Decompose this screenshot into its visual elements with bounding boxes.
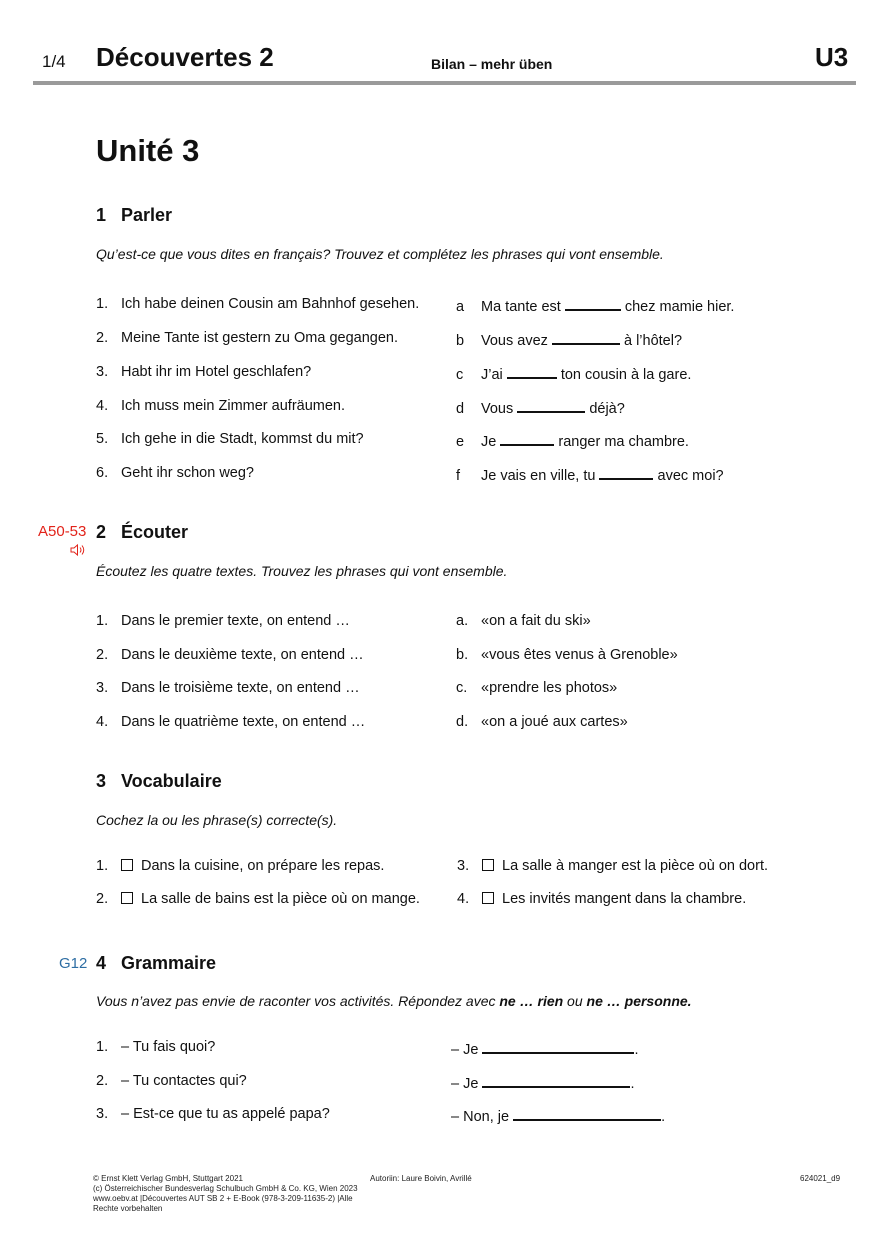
book-title: Découvertes 2	[96, 42, 274, 72]
page-subtitle: Bilan – mehr üben	[431, 56, 553, 72]
section-number: 3	[96, 771, 107, 791]
fill-in-blank[interactable]	[513, 1106, 661, 1121]
fill-in-blank[interactable]	[565, 296, 621, 311]
exercise-item: 4. Ich muss mein Zimmer aufräumen.	[96, 398, 346, 414]
fill-in-blank[interactable]	[517, 398, 585, 413]
exercise-item: 4. Dans le quatrième texte, on entend …	[96, 714, 366, 730]
audio-track-label: A50-53	[38, 523, 87, 540]
answer-option: a. «on a fait du ski»	[456, 613, 591, 629]
grammar-reference-label: G12	[59, 955, 88, 972]
answer-option: d. «on a joué aux cartes»	[456, 714, 628, 730]
section-title: Vocabulaire	[121, 771, 222, 791]
question-item: 1. – Tu fais quoi?	[96, 1039, 216, 1055]
speaker-icon[interactable]	[70, 543, 86, 557]
fill-in-blank[interactable]	[482, 1039, 634, 1054]
section-1-heading	[96, 205, 172, 226]
checkbox[interactable]	[482, 859, 494, 871]
footer-copyright: © Ernst Klett Verlag GmbH, Stuttgart 2021 (c) Österreichischer Bundesverlag Schulbuch GmbH & Co. KG, Wien 2023 www.oebv.at |Découvertes AUT SB 2 + E-Book (978-3-209-11635-2) |Alle Rechte vorbehalten	[93, 1174, 358, 1213]
section-title: Parler	[121, 205, 173, 225]
page-number: 1/4	[42, 52, 66, 71]
exercise-item: 5. Ich gehe in die Stadt, kommst du mit?	[96, 431, 364, 447]
section-number: 2	[96, 522, 107, 542]
exercise-item: 2. Dans le deuxième texte, on entend …	[96, 647, 364, 663]
answer-line: – Je .	[451, 1073, 634, 1092]
section-3-heading	[96, 771, 222, 792]
exercise-item: 1. Dans le premier texte, on entend …	[96, 613, 350, 629]
answer-option: c. «prendre les photos»	[456, 680, 618, 696]
exercise-item: 2. Meine Tante ist gestern zu Oma gegangen.	[96, 330, 399, 346]
fill-in-blank[interactable]	[482, 1073, 630, 1088]
question-item: 2. – Tu contactes qui?	[96, 1073, 247, 1089]
section-2-instruction: Écoutez les quatre textes. Trouvez les phrases qui vont ensemble.	[96, 563, 508, 579]
exercise-item: 6. Geht ihr schon weg?	[96, 465, 254, 481]
answer-option: b. «vous êtes venus à Grenoble»	[456, 647, 678, 663]
checkbox[interactable]	[121, 892, 133, 904]
answer-line: – Je .	[451, 1039, 638, 1058]
checkbox-item: 4. Les invités mangent dans la chambre.	[457, 891, 747, 907]
section-4-heading	[96, 953, 216, 974]
answer-option: e Je ranger ma chambre.	[456, 431, 689, 450]
section-3-instruction: Cochez la ou les phrase(s) correcte(s).	[96, 812, 338, 828]
exercise-item: 3. Dans le troisième texte, on entend …	[96, 680, 360, 696]
checkbox-item: 3. La salle à manger est la pièce où on dort.	[457, 858, 768, 874]
checkbox[interactable]	[121, 859, 133, 871]
fill-in-blank[interactable]	[552, 330, 620, 345]
checkbox-item: 2. La salle de bains est la pièce où on mange.	[96, 891, 420, 907]
answer-line: – Non, je .	[451, 1106, 665, 1125]
fill-in-blank[interactable]	[599, 465, 653, 480]
fill-in-blank[interactable]	[507, 364, 557, 379]
footer-code: 624021_d9	[800, 1174, 841, 1183]
unit-code: U3	[815, 42, 849, 72]
section-4-instruction: Vous n’avez pas envie de raconter vos activités. Répondez avec ne … rien ou ne … personne.	[96, 993, 692, 1009]
answer-option: c J’ai ton cousin à la gare.	[456, 364, 691, 383]
section-title: Grammaire	[121, 953, 217, 973]
checkbox[interactable]	[482, 892, 494, 904]
footer-author: Autoriin: Laure Boivin, Avrillé	[370, 1174, 472, 1183]
section-2-heading	[96, 522, 188, 543]
unit-title: Unité 3	[96, 133, 200, 168]
exercise-item: 3. Habt ihr im Hotel geschlafen?	[96, 364, 312, 380]
header-divider	[33, 81, 856, 85]
answer-option: f Je vais en ville, tu avec moi?	[456, 465, 724, 484]
section-1-instruction: Qu’est-ce que vous dites en français? Trouvez et complétez les phrases qui vont ensemble.	[96, 246, 664, 262]
section-title: Écouter	[121, 522, 189, 542]
answer-option: b Vous avez à l’hôtel?	[456, 330, 682, 349]
section-number: 4	[96, 953, 107, 973]
section-number: 1	[96, 205, 107, 225]
answer-option: a Ma tante est chez mamie hier.	[456, 296, 734, 315]
exercise-item: 1. Ich habe deinen Cousin am Bahnhof gesehen.	[96, 296, 420, 312]
checkbox-item: 1. Dans la cuisine, on prépare les repas.	[96, 858, 385, 874]
answer-option: d Vous déjà?	[456, 398, 625, 417]
question-item: 3. – Est-ce que tu as appelé papa?	[96, 1106, 330, 1122]
fill-in-blank[interactable]	[500, 431, 554, 446]
